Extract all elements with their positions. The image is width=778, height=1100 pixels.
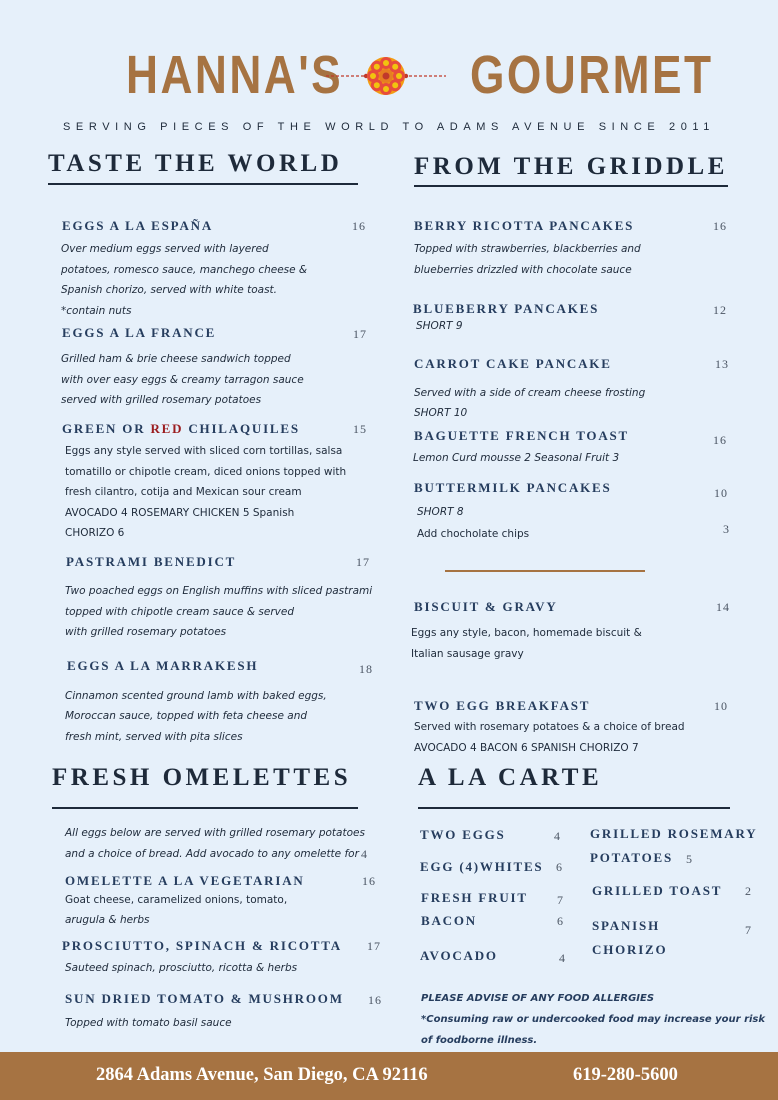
avocado-addon-price: 4: [361, 847, 368, 861]
section-title-carte: A LA CARTE: [418, 764, 603, 791]
carte-item-price: 7: [557, 893, 564, 907]
section-title-griddle: FROM THE GRIDDLE: [414, 153, 728, 180]
menu-item-desc: fresh mint, served with pita slices: [65, 731, 243, 743]
menu-item-desc: Cinnamon scented ground lamb with baked eggs,: [65, 690, 327, 702]
menu-item-price: 16: [713, 433, 727, 447]
section-divider: [52, 807, 358, 809]
menu-item-price: 10: [714, 699, 728, 713]
menu-item-desc: Over medium eggs served with layered: [61, 243, 269, 255]
menu-item-addon-price: 3: [723, 522, 730, 536]
section-title-taste: TASTE THE WORLD: [48, 150, 343, 177]
griddle-divider: [445, 570, 645, 572]
footer-phone: 619-280-5600: [573, 1065, 678, 1085]
menu-item-desc: with over easy eggs & creamy tarragon sauce: [61, 374, 304, 386]
menu-item-name: EGGS A LA FRANCE: [62, 325, 217, 340]
menu-item-price: 17: [356, 555, 370, 569]
menu-item-price: 16: [352, 219, 366, 233]
menu-item-short: SHORT 8: [417, 506, 464, 518]
section-divider: [418, 807, 730, 809]
menu-item-desc: with grilled rosemary potatoes: [65, 626, 227, 638]
menu-item-price: 13: [715, 357, 729, 371]
carte-item-price: 6: [556, 860, 563, 874]
carte-item-name: AVOCADO: [420, 948, 498, 963]
menu-item-desc: Goat cheese, caramelized onions, tomato,: [65, 894, 288, 906]
menu-item-desc: blueberries drizzled with chocolate sauce: [414, 264, 632, 276]
menu-item-desc: Sauteed spinach, prosciutto, ricotta & herbs: [65, 962, 298, 974]
menu-item-addons: AVOCADO 4 BACON 6 SPANISH CHORIZO 7: [414, 742, 639, 754]
menu-item-name: BLUEBERRY PANCAKES: [413, 301, 600, 316]
menu-item-desc: Italian sausage gravy: [411, 648, 524, 660]
menu-item-price: 17: [353, 327, 367, 341]
carte-item-price: 6: [557, 914, 564, 928]
carte-item-name: SPANISH: [592, 918, 660, 933]
carte-item-name: EGG (4)WHITES: [420, 859, 544, 874]
menu-item-name: GREEN OR RED CHILAQUILES: [62, 421, 300, 436]
menu-item-price: 18: [359, 662, 373, 676]
section-divider: [48, 183, 358, 185]
carte-item-name: TWO EGGS: [420, 827, 506, 842]
menu-item-price: 16: [713, 219, 727, 233]
menu-item-price: 12: [713, 303, 727, 317]
menu-item-desc: Moroccan sauce, topped with feta cheese and: [65, 710, 308, 722]
menu-item-desc: served with grilled rosemary potatoes: [61, 394, 262, 406]
menu-item-name: BISCUIT & GRAVY: [414, 599, 558, 614]
section-title-omelettes: FRESH OMELETTES: [52, 764, 352, 791]
menu-item-desc: tomatillo or chipotle cream, diced onions topped with: [65, 466, 347, 478]
menu-item-price: 16: [368, 993, 382, 1007]
menu-item-desc: arugula & herbs: [65, 914, 150, 926]
menu-item-desc: potatoes, romesco sauce, manchego cheese &: [61, 264, 308, 276]
menu-item-name: SUN DRIED TOMATO & MUSHROOM: [65, 991, 344, 1006]
flower-ornament-icon: [326, 52, 446, 100]
menu-item-name: TWO EGG BREAKFAST: [414, 698, 591, 713]
menu-item-desc: Lemon Curd mousse 2 Seasonal Fruit 3: [413, 452, 620, 464]
brand-name-right: GOURMET: [470, 45, 714, 105]
menu-item-name: CARROT CAKE PANCAKE: [414, 356, 612, 371]
footer-bar: [0, 1052, 778, 1100]
menu-item-desc: Topped with strawberries, blackberries and: [414, 243, 641, 255]
menu-item-name: BERRY RICOTTA PANCAKES: [414, 218, 635, 233]
menu-item-name: OMELETTE A LA VEGETARIAN: [65, 873, 305, 888]
menu-item-short: SHORT 9: [416, 320, 463, 332]
carte-item-name: FRESH FRUIT: [421, 890, 528, 905]
menu-item-desc: fresh cilantro, cotija and Mexican sour cream: [65, 486, 302, 498]
allergy-disclaimer: of foodborne illness.: [421, 1035, 538, 1046]
menu-item-desc: Spanish chorizo, served with white toast.: [61, 284, 278, 296]
carte-item-name: CHORIZO: [592, 942, 668, 957]
section-divider: [414, 185, 728, 187]
brand-name-left: HANNA'S: [126, 45, 344, 105]
carte-item-price: 7: [745, 923, 752, 937]
menu-item-desc: Served with rosemary potatoes & a choice of bread: [414, 721, 685, 733]
carte-item-price: 2: [745, 884, 752, 898]
carte-item-name: BACON: [421, 913, 477, 928]
menu-item-addons: AVOCADO 4 ROSEMARY CHICKEN 5 Spanish: [65, 507, 295, 519]
menu-item-price: 10: [714, 486, 728, 500]
menu-item-desc: Two poached eggs on English muffins with sliced pastrami: [65, 585, 373, 597]
menu-item-name: EGGS A LA MARRAKESH: [67, 658, 259, 673]
menu-item-price: 16: [362, 874, 376, 888]
carte-item-price: 4: [554, 829, 561, 843]
menu-item-addon: Add chocholate chips: [417, 528, 530, 540]
carte-item-price: 4: [559, 951, 566, 965]
menu-item-name: PASTRAMI BENEDICT: [66, 554, 237, 569]
menu-item-addons: CHORIZO 6: [65, 527, 125, 539]
omelette-intro: All eggs below are served with grilled rosemary potatoes: [65, 827, 365, 839]
carte-item-name: GRILLED TOAST: [592, 883, 723, 898]
menu-item-desc: topped with chipotle cream sauce & served: [65, 606, 295, 618]
menu-item-note: *contain nuts: [61, 305, 132, 317]
allergy-disclaimer: *Consuming raw or undercooked food may increase your risk: [421, 1014, 766, 1025]
footer-address: 2864 Adams Avenue, San Diego, CA 92116: [96, 1065, 428, 1085]
menu-item-desc: Grilled ham & brie cheese sandwich topped: [61, 353, 291, 365]
omelette-intro: and a choice of bread. Add avocado to any omelette for: [65, 848, 359, 860]
tagline: SERVING PIECES OF THE WORLD TO ADAMS AVENUE SINCE 2011: [62, 121, 716, 133]
allergy-notice: PLEASE ADVISE OF ANY FOOD ALLERGIES: [421, 993, 655, 1004]
menu-item-desc: Eggs any style, bacon, homemade biscuit &: [411, 627, 642, 639]
menu-item-price: 14: [716, 600, 730, 614]
carte-item-name: GRILLED ROSEMARY: [590, 826, 758, 841]
carte-item-name: POTATOES: [590, 850, 674, 865]
menu-item-price: 17: [367, 939, 381, 953]
menu-item-name: PROSCIUTTO, SPINACH & RICOTTA: [62, 938, 342, 953]
menu-item-name: BUTTERMILK PANCAKES: [414, 480, 612, 495]
menu-item-name: BAGUETTE FRENCH TOAST: [414, 428, 630, 443]
menu-item-desc: Topped with tomato basil sauce: [65, 1017, 232, 1029]
menu-item-name: EGGS A LA ESPAÑA: [62, 218, 214, 233]
menu-item-short: SHORT 10: [414, 407, 468, 419]
carte-item-price: 5: [686, 852, 693, 866]
menu-item-desc: Eggs any style served with sliced corn tortillas, salsa: [65, 445, 343, 457]
menu-item-price: 15: [353, 422, 367, 436]
menu-item-desc: Served with a side of cream cheese frosting: [414, 387, 646, 399]
